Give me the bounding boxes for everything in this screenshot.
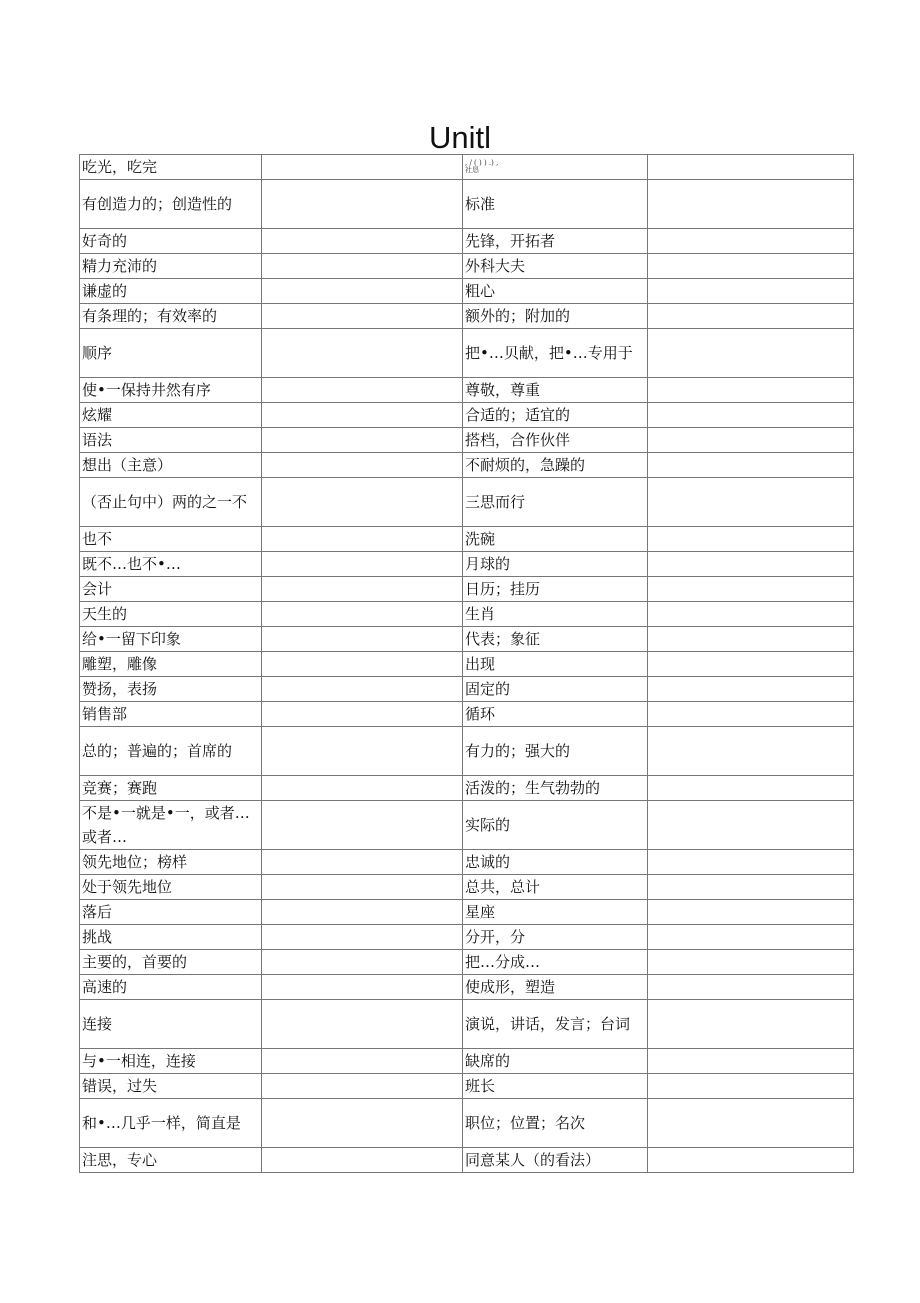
smudged-text: , / ( ) ) .) ,	[465, 159, 499, 167]
chinese-term-right: 固定的	[463, 677, 648, 702]
chinese-term-left: 也不	[80, 527, 262, 552]
chinese-term-left: 主要的，首要的	[80, 950, 262, 975]
chinese-term-right: 日历；挂历	[463, 577, 648, 602]
answer-blank-right	[648, 776, 854, 801]
answer-blank-right	[648, 1074, 854, 1099]
answer-blank-right	[648, 552, 854, 577]
answer-blank-right	[648, 702, 854, 727]
answer-blank-right	[648, 1000, 854, 1049]
table-row	[80, 527, 854, 552]
table-row	[80, 304, 854, 329]
chinese-term-right: 生肖	[463, 602, 648, 627]
answer-blank-left	[262, 602, 463, 627]
chinese-term-left: 与•一相连，连接	[80, 1049, 262, 1074]
answer-blank-right	[648, 950, 854, 975]
answer-blank-left	[262, 329, 463, 378]
chinese-term-right: 有力的；强大的	[463, 727, 648, 776]
answer-blank-left	[262, 478, 463, 527]
chinese-term-right: 同意某人（的看法）	[463, 1148, 648, 1173]
table-row	[80, 577, 854, 602]
chinese-term-right: 实际的	[463, 801, 648, 850]
answer-blank-left	[262, 801, 463, 850]
table-row	[80, 1148, 854, 1173]
vocabulary-table	[79, 154, 854, 1173]
table-row	[80, 254, 854, 279]
answer-blank-left	[262, 950, 463, 975]
answer-blank-left	[262, 925, 463, 950]
chinese-term-right: 总共，总计	[463, 875, 648, 900]
chinese-term-left: 天生的	[80, 602, 262, 627]
chinese-term-left: 总的；普遍的；首席的	[80, 727, 262, 776]
chinese-term-left: 语法	[80, 428, 262, 453]
chinese-term-right: 代表；象征	[463, 627, 648, 652]
answer-blank-left	[262, 1074, 463, 1099]
answer-blank-left	[262, 254, 463, 279]
answer-blank-right	[648, 850, 854, 875]
answer-blank-left	[262, 1148, 463, 1173]
answer-blank-right	[648, 279, 854, 304]
chinese-term-right: 班长	[463, 1074, 648, 1099]
answer-blank-right	[648, 478, 854, 527]
table-row	[80, 1000, 854, 1049]
chinese-term-left: 想出（主意）	[80, 453, 262, 478]
chinese-term-left: 给•一留下印象	[80, 627, 262, 652]
answer-blank-right	[648, 1049, 854, 1074]
chinese-term-right: 外科大夫	[463, 254, 648, 279]
chinese-term-left: 销售部	[80, 702, 262, 727]
answer-blank-left	[262, 850, 463, 875]
chinese-term-left: 好奇的	[80, 229, 262, 254]
chinese-term-right: 演说，讲话，发言；台词	[463, 1000, 648, 1049]
table-row	[80, 850, 854, 875]
table-row	[80, 180, 854, 229]
answer-blank-left	[262, 1000, 463, 1049]
table-row	[80, 776, 854, 801]
chinese-term-left: （否止句中）两的之一不	[80, 478, 262, 527]
chinese-term-right: 不耐烦的，急躁的	[463, 453, 648, 478]
answer-blank-right	[648, 801, 854, 850]
table-row	[80, 428, 854, 453]
table-row	[80, 1099, 854, 1148]
answer-blank-left	[262, 378, 463, 403]
answer-blank-left	[262, 1049, 463, 1074]
chinese-term-left: 和•…几乎一样，简直是	[80, 1099, 262, 1148]
answer-blank-right	[648, 677, 854, 702]
answer-blank-right	[648, 329, 854, 378]
answer-blank-right	[648, 900, 854, 925]
chinese-term-left: 高速的	[80, 975, 262, 1000]
chinese-term-right: 合适的；适宜的	[463, 403, 648, 428]
table-row	[80, 602, 854, 627]
answer-blank-left	[262, 702, 463, 727]
chinese-term-left: 炫耀	[80, 403, 262, 428]
answer-blank-left	[262, 403, 463, 428]
answer-blank-right	[648, 527, 854, 552]
answer-blank-left	[262, 627, 463, 652]
answer-blank-right	[648, 428, 854, 453]
answer-blank-right	[648, 727, 854, 776]
answer-blank-right	[648, 378, 854, 403]
answer-blank-left	[262, 727, 463, 776]
page-title: Unitl	[428, 120, 491, 155]
chinese-term-left: 挑战	[80, 925, 262, 950]
answer-blank-left	[262, 180, 463, 229]
answer-blank-right	[648, 1099, 854, 1148]
table-row	[80, 975, 854, 1000]
chinese-term-left: 顺序	[80, 329, 262, 378]
chinese-term-left: 有条理的；有效率的	[80, 304, 262, 329]
chinese-term-left: 吃光，吃完	[80, 155, 262, 180]
table-row	[80, 378, 854, 403]
table-row	[80, 329, 854, 378]
answer-blank-left	[262, 428, 463, 453]
chinese-term-right: 星座	[463, 900, 648, 925]
chinese-term-right: 先锋，开拓者	[463, 229, 648, 254]
chinese-term-right: 忠诚的	[463, 850, 648, 875]
chinese-term-right: 分开，分	[463, 925, 648, 950]
answer-blank-right	[648, 577, 854, 602]
answer-blank-right	[648, 403, 854, 428]
answer-blank-left	[262, 453, 463, 478]
chinese-term-left: 精力充沛的	[80, 254, 262, 279]
table-row	[80, 950, 854, 975]
answer-blank-right	[648, 875, 854, 900]
answer-blank-left	[262, 279, 463, 304]
answer-blank-right	[648, 304, 854, 329]
chinese-term-right	[463, 155, 648, 180]
answer-blank-left	[262, 304, 463, 329]
chinese-term-left: 既不…也不•…	[80, 552, 262, 577]
table-row	[80, 727, 854, 776]
chinese-term-right: 缺席的	[463, 1049, 648, 1074]
table-row	[80, 900, 854, 925]
answer-blank-right	[648, 155, 854, 180]
answer-blank-right	[648, 602, 854, 627]
chinese-term-left: 注思，专心	[80, 1148, 262, 1173]
chinese-term-right: 月球的	[463, 552, 648, 577]
chinese-term-right: 搭档，合作伙伴	[463, 428, 648, 453]
table-row	[80, 453, 854, 478]
table-row	[80, 155, 854, 180]
answer-blank-left	[262, 155, 463, 180]
answer-blank-right	[648, 254, 854, 279]
answer-blank-left	[262, 577, 463, 602]
chinese-term-left: 雕塑，雕像	[80, 652, 262, 677]
answer-blank-left	[262, 552, 463, 577]
table-row	[80, 875, 854, 900]
chinese-term-right: 洗碗	[463, 527, 648, 552]
chinese-term-right: 尊敬，尊重	[463, 378, 648, 403]
chinese-term-right: 把…分成…	[463, 950, 648, 975]
answer-blank-left	[262, 975, 463, 1000]
smudged-text: 社恳	[465, 166, 479, 174]
answer-blank-left	[262, 875, 463, 900]
chinese-term-right: 使成形，塑造	[463, 975, 648, 1000]
chinese-term-right: 职位；位置；名次	[463, 1099, 648, 1148]
answer-blank-left	[262, 229, 463, 254]
table-row	[80, 229, 854, 254]
table-row	[80, 652, 854, 677]
answer-blank-left	[262, 527, 463, 552]
chinese-term-left: 赞扬，表扬	[80, 677, 262, 702]
table-row	[80, 552, 854, 577]
table-row	[80, 677, 854, 702]
answer-blank-left	[262, 900, 463, 925]
answer-blank-right	[648, 627, 854, 652]
answer-blank-right	[648, 925, 854, 950]
chinese-term-left: 错误，过失	[80, 1074, 262, 1099]
table-row	[80, 478, 854, 527]
chinese-term-right: 标准	[463, 180, 648, 229]
table-row	[80, 1074, 854, 1099]
table-row	[80, 801, 854, 850]
chinese-term-left: 不是•一就是•一，或者…或者…	[80, 801, 262, 850]
table-row	[80, 925, 854, 950]
chinese-term-right: 把•…贝献，把•…专用于	[463, 329, 648, 378]
chinese-term-right: 出现	[463, 652, 648, 677]
chinese-term-right: 活泼的；生气勃勃的	[463, 776, 648, 801]
table-row	[80, 279, 854, 304]
chinese-term-left: 连接	[80, 1000, 262, 1049]
vocabulary-table-body	[80, 155, 854, 1173]
chinese-term-right: 三思而行	[463, 478, 648, 527]
chinese-term-left: 领先地位；榜样	[80, 850, 262, 875]
chinese-term-left: 有创造力的；创造性的	[80, 180, 262, 229]
table-row	[80, 403, 854, 428]
answer-blank-right	[648, 180, 854, 229]
answer-blank-right	[648, 652, 854, 677]
answer-blank-right	[648, 453, 854, 478]
answer-blank-left	[262, 677, 463, 702]
table-row	[80, 702, 854, 727]
chinese-term-left: 会计	[80, 577, 262, 602]
chinese-term-right: 额外的；附加的	[463, 304, 648, 329]
chinese-term-left: 竞赛；赛跑	[80, 776, 262, 801]
answer-blank-left	[262, 1099, 463, 1148]
chinese-term-left: 落后	[80, 900, 262, 925]
answer-blank-left	[262, 652, 463, 677]
chinese-term-left: 处于领先地位	[80, 875, 262, 900]
answer-blank-right	[648, 975, 854, 1000]
chinese-term-left: 谦虚的	[80, 279, 262, 304]
answer-blank-right	[648, 229, 854, 254]
chinese-term-left: 使•一保持井然有序	[80, 378, 262, 403]
chinese-term-right: 粗心	[463, 279, 648, 304]
answer-blank-right	[648, 1148, 854, 1173]
answer-blank-left	[262, 776, 463, 801]
chinese-term-right: 循环	[463, 702, 648, 727]
table-row	[80, 1049, 854, 1074]
table-row	[80, 627, 854, 652]
